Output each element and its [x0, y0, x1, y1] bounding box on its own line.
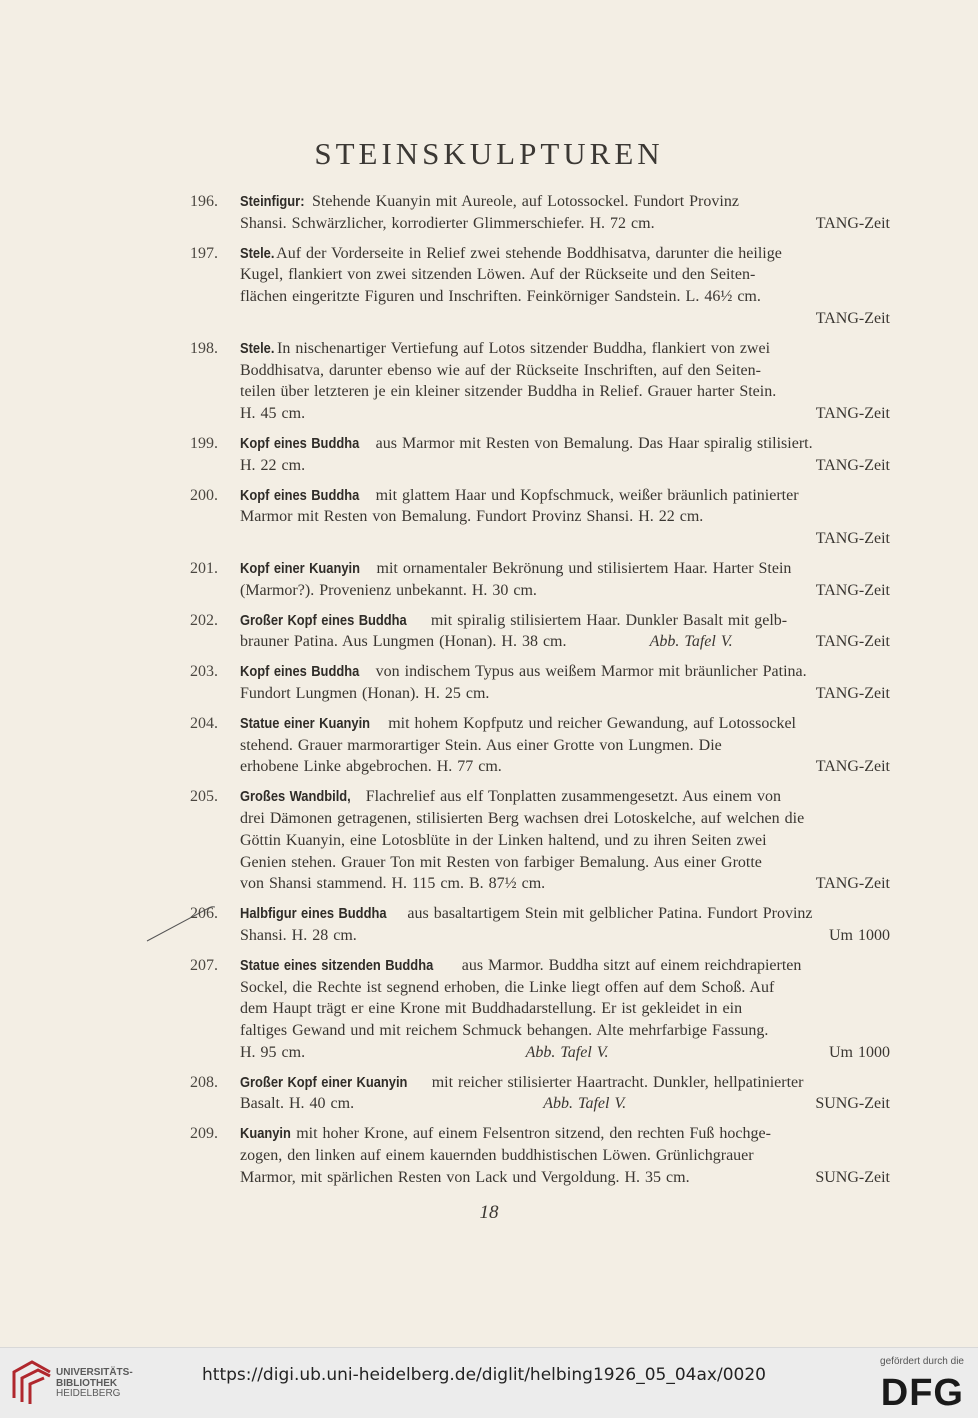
entry-number: 201.	[190, 559, 218, 577]
entry-line	[240, 683, 890, 705]
entry-line	[240, 610, 890, 632]
entry-heading: Stele.	[240, 339, 275, 357]
entry-text: Kugel, flankiert von zwei sitzenden Löwen. Auf der Rückseite und den Seiten-	[240, 266, 756, 284]
entry-line	[240, 852, 890, 874]
entry-line-text	[240, 661, 807, 683]
entry-line	[240, 286, 890, 308]
entry-number: 207.	[190, 956, 218, 974]
entry-line	[240, 998, 890, 1020]
entry-line	[240, 403, 890, 425]
entry-number: 204.	[190, 714, 218, 732]
entry-line	[240, 243, 890, 265]
entry-text: aus basaltartigem Stein mit gelblicher Patina. Fundort Provinz	[402, 905, 813, 923]
entry-text: mit glattem Haar und Kopfschmuck, weißer bräunlich patinierter	[370, 486, 799, 504]
dating-label: TANG-Zeit	[815, 456, 890, 474]
entry-line	[240, 1123, 890, 1145]
dating-label: TANG-Zeit	[815, 684, 890, 702]
entry-line	[240, 808, 890, 830]
entry-line	[240, 213, 890, 235]
entry-line	[240, 308, 890, 330]
entry-text: von Shansi stammend. H. 115 cm. B. 87½ cm.	[240, 875, 546, 893]
catalog-entry	[190, 610, 890, 654]
entry-line-text	[240, 1123, 771, 1145]
entry-heading: Großer Kopf eines Buddha	[240, 611, 407, 629]
entry-text: aus Marmor. Buddha sitzt auf einem reichdrapierten	[456, 956, 802, 974]
entry-line	[240, 1093, 890, 1115]
entry-number: 205.	[190, 788, 218, 806]
entry-heading: Großer Kopf einer Kuanyin	[240, 1073, 408, 1091]
plate-reference: Abb. Tafel V.	[525, 1043, 609, 1061]
entry-text: H. 45 cm.	[240, 405, 306, 423]
entry-line	[240, 903, 890, 925]
entry-line	[240, 558, 890, 580]
entry-line-text	[240, 925, 357, 947]
dating-label: TANG-Zeit	[815, 214, 890, 232]
funded-by-label: gefördert durch die	[880, 1356, 964, 1367]
entry-number: 206.	[190, 905, 218, 923]
university-library-logo-icon	[10, 1358, 54, 1406]
dating-label: TANG-Zeit	[815, 875, 890, 893]
entry-line-text	[240, 735, 722, 757]
entry-line	[240, 1167, 890, 1189]
dfg-logo: DFG	[880, 1372, 964, 1414]
dating-label: Um 1000	[828, 1043, 890, 1061]
catalog-entry	[190, 433, 890, 477]
entry-line-text	[240, 1167, 690, 1189]
entry-line-text	[240, 360, 761, 382]
entry-line	[240, 631, 890, 653]
entry-line-text	[240, 610, 787, 632]
entry-line	[240, 1145, 890, 1167]
catalog-entry	[190, 955, 890, 1064]
page-number: 18	[479, 1202, 499, 1223]
catalog-entry	[190, 1072, 890, 1116]
entry-text: mit ornamentaler Bekrönung und stilisiertem Haar. Harter Stein	[371, 559, 792, 577]
entry-number: 202.	[190, 611, 218, 629]
entry-line-text	[240, 713, 796, 735]
entry-number: 197.	[190, 244, 218, 262]
entry-line-text	[240, 977, 774, 999]
entry-line-text	[240, 1072, 803, 1094]
entry-line-text	[240, 786, 781, 808]
dating-label: TANG-Zeit	[815, 758, 890, 776]
entry-line-text	[240, 580, 537, 602]
entry-heading: Kopf eines Buddha	[240, 663, 360, 681]
entry-line	[240, 433, 890, 455]
library-name: UNIVERSITÄTS- BIBLIOTHEK HEIDELBERG	[56, 1367, 133, 1399]
entry-text: H. 22 cm.	[240, 456, 306, 474]
entry-line-text	[240, 1042, 305, 1064]
entry-line-text	[240, 433, 813, 455]
entry-line-text	[240, 1145, 754, 1167]
entry-text: mit hoher Krone, auf einem Felsentron sitzend, den rechten Fuß hochge-	[291, 1125, 771, 1143]
catalog-entry	[190, 485, 890, 550]
entry-line-text	[240, 830, 767, 852]
entry-heading: Halbfigur eines Buddha	[240, 905, 387, 923]
catalog-entry	[190, 243, 890, 330]
entry-heading: Statue eines sitzenden Buddha	[240, 956, 434, 974]
entry-line-text	[240, 1093, 354, 1115]
entry-number: 199.	[190, 434, 218, 452]
entry-line-text	[240, 243, 782, 265]
permalink-url[interactable]: https://digi.ub.uni-heidelberg.de/diglit/helbing1926_05_04ax/0020	[202, 1365, 766, 1385]
entry-text: Flachrelief aus elf Tonplatten zusammengesetzt. Aus einem von	[360, 788, 782, 806]
entry-line-text	[240, 955, 801, 977]
entry-text: (Marmor?). Provenienz unbekannt. H. 30 cm.	[240, 581, 537, 599]
entry-line-text	[240, 873, 545, 895]
entry-line	[240, 1020, 890, 1042]
entry-heading: Stele.	[240, 244, 275, 262]
entry-text: teilen über letzteren je ein kleiner sitzender Buddha in Relief. Grauer harter Stein.	[240, 383, 777, 401]
entry-text: H. 95 cm.	[240, 1043, 306, 1061]
entry-line	[240, 661, 890, 683]
catalog-entry	[190, 1123, 890, 1188]
entry-text: Stehende Kuanyin mit Aureole, auf Lotossockel. Fundort Provinz	[307, 193, 739, 210]
entry-line-text	[240, 852, 762, 874]
entry-text: flächen eingeritzte Figuren und Inschriften. Feinkörniger Sandstein. L. 46½ cm.	[240, 288, 761, 306]
entry-line-text	[240, 455, 305, 477]
entry-number: 196.	[190, 193, 218, 210]
entry-line	[240, 830, 890, 852]
entry-text: Genien stehen. Grauer Ton mit Resten von farbiger Bemalung. Aus einer Grotte	[240, 853, 762, 871]
catalog-entries	[190, 191, 890, 1197]
entry-heading: Kopf eines Buddha	[240, 434, 360, 452]
catalog-entry	[190, 338, 890, 425]
entry-text: Shansi. Schwärzlicher, korrodierter Glimmerschiefer. H. 72 cm.	[240, 214, 655, 232]
dating-label: TANG-Zeit	[815, 530, 890, 548]
entry-line-text	[240, 998, 742, 1020]
entry-heading: Kopf eines Buddha	[240, 486, 360, 504]
dating-label: TANG-Zeit	[815, 581, 890, 599]
entry-line	[240, 1072, 890, 1094]
entry-text: dem Haupt trägt er eine Krone mit Buddhadarstellung. Er ist gekleidet in ein	[240, 1000, 743, 1018]
entry-heading: Großes Wandbild,	[240, 788, 351, 806]
dating-label: SUNG-Zeit	[815, 1168, 890, 1186]
entry-text: von indischem Typus aus weißem Marmor mit bräunlicher Patina.	[370, 663, 807, 681]
entry-number: 203.	[190, 663, 218, 681]
entry-number: 208.	[190, 1073, 218, 1091]
entry-line-text	[240, 631, 566, 653]
entry-text: In nischenartiger Vertiefung auf Lotos sitzender Buddha, flankiert von zwei	[272, 339, 771, 357]
entry-heading: Kuanyin	[240, 1125, 291, 1143]
entry-line	[240, 360, 890, 382]
catalog-entry	[190, 558, 890, 602]
plate-reference: Abb. Tafel V.	[649, 633, 733, 651]
entry-text: Auf der Vorderseite in Relief zwei stehende Boddhisatva, darunter die heilige	[272, 244, 782, 262]
entry-line-text	[240, 381, 776, 403]
plate-reference: Abb. Tafel V.	[543, 1095, 627, 1113]
entry-text: mit spiralig stilisiertem Haar. Dunkler Basalt mit gelb-	[425, 611, 788, 629]
catalog-entry	[190, 661, 890, 705]
entry-line-text	[240, 756, 502, 778]
entry-text: Göttin Kuanyin, eine Lotosblüte in der Linken haltend, und zu ihren Seiten zwei	[240, 831, 767, 849]
entry-text: faltiges Gewand und mit reichem Schmuck behangen. Alte mehrfarbige Fassung.	[240, 1022, 769, 1040]
catalog-entry	[190, 713, 890, 778]
entry-line	[240, 955, 890, 977]
entry-line-text	[240, 683, 489, 705]
entry-line-text	[240, 506, 703, 528]
entry-line-text	[240, 213, 655, 235]
entry-line	[240, 264, 890, 286]
entry-line	[240, 528, 890, 550]
entry-number: 198.	[190, 339, 218, 357]
entry-line	[240, 485, 890, 507]
entry-text: Sockel, die Rechte ist segnend erhoben, die Linke liegt offen auf dem Schoß. Auf	[240, 978, 775, 996]
entry-text: brauner Patina. Aus Lungmen (Honan). H. 38 cm.	[240, 633, 567, 651]
entry-line	[240, 506, 890, 528]
entry-line	[240, 925, 890, 947]
catalog-entry	[190, 786, 890, 895]
entry-line-text	[240, 808, 804, 830]
viewer-footer	[0, 1347, 978, 1418]
entry-text: Marmor mit Resten von Bemalung. Fundort Provinz Shansi. H. 22 cm.	[240, 508, 704, 526]
entry-number: 209.	[190, 1125, 218, 1143]
entry-line-text	[240, 403, 305, 425]
entry-text: mit reicher stilisierter Haartracht. Dunkler, hellpatinierter	[426, 1073, 804, 1091]
entry-line	[240, 338, 890, 360]
entry-line-text	[240, 338, 770, 360]
entry-number: 200.	[190, 486, 218, 504]
entry-heading: Kopf einer Kuanyin	[240, 559, 360, 577]
entry-heading: Steinfigur:	[240, 193, 305, 210]
entry-text: Fundort Lungmen (Honan). H. 25 cm.	[240, 684, 490, 702]
catalog-entry	[190, 903, 890, 947]
entry-line-text	[240, 286, 761, 308]
dating-label: Um 1000	[829, 926, 890, 944]
dating-label: TANG-Zeit	[815, 405, 890, 423]
entry-text: mit hohem Kopfputz und reicher Gewandung, auf Lotossockel	[383, 714, 796, 732]
entry-text: zogen, den linken auf einem kauernden buddhistischen Löwen. Grünlichgrauer	[240, 1147, 754, 1165]
entry-text: erhobene Linke abgebrochen. H. 77 cm.	[240, 758, 502, 776]
entry-text: Marmor, mit spärlichen Resten von Lack und Vergoldung. H. 35 cm.	[240, 1168, 690, 1186]
entry-line-text	[240, 485, 799, 507]
entry-line-text	[240, 1020, 768, 1042]
dating-label: SUNG-Zeit	[815, 1095, 890, 1113]
entry-line	[240, 977, 890, 999]
entry-line	[240, 455, 890, 477]
page-title: STEINSKULPTUREN	[314, 136, 664, 171]
entry-line	[240, 381, 890, 403]
entry-line	[240, 873, 890, 895]
entry-text: stehend. Grauer marmorartiger Stein. Aus einer Grotte von Lungmen. Die	[240, 736, 722, 754]
entry-line	[240, 713, 890, 735]
entry-line	[240, 1042, 890, 1064]
entry-line-text	[240, 191, 739, 213]
entry-line	[240, 756, 890, 778]
entry-line-text	[240, 903, 813, 925]
entry-text: Boddhisatva, darunter ebenso wie auf der Rückseite Inschriften, auf den Seiten-	[240, 361, 761, 379]
catalog-entry	[190, 191, 890, 235]
entry-line	[240, 786, 890, 808]
entry-line	[240, 735, 890, 757]
entry-line	[240, 580, 890, 602]
entry-text: Shansi. H. 28 cm.	[240, 926, 357, 944]
entry-heading: Statue einer Kuanyin	[240, 714, 371, 732]
dating-label: TANG-Zeit	[815, 309, 890, 327]
dating-label: TANG-Zeit	[815, 633, 890, 651]
entry-line	[240, 191, 890, 213]
entry-text: Basalt. H. 40 cm.	[240, 1095, 355, 1113]
entry-text: drei Dämonen getragenen, stilisierten Berg wachsen drei Lotoskelche, auf welchen die	[240, 809, 805, 827]
entry-line-text	[240, 264, 755, 286]
entry-text: aus Marmor mit Resten von Bemalung. Das Haar spiralig stilisiert.	[370, 434, 813, 452]
entry-line-text	[240, 558, 791, 580]
